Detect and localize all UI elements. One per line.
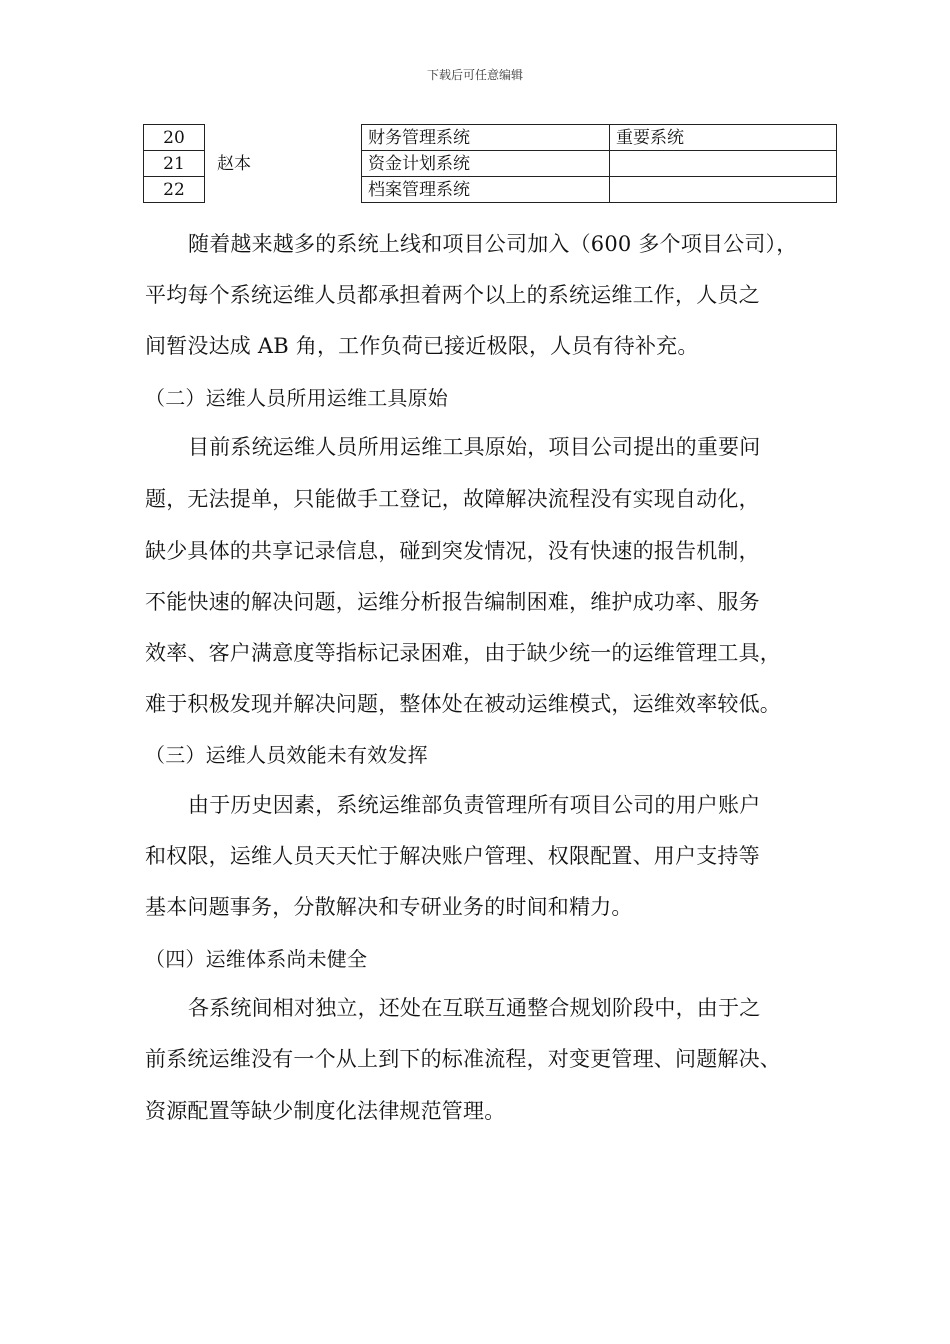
page-header: 下载后可任意编辑	[426, 68, 523, 82]
system-level	[610, 177, 837, 203]
paragraph-line: 前系统运维没有一个从上到下的标准流程，对变更管理、问题解决、	[145, 1047, 781, 1071]
paragraph-line: 间暂没达成 AB 角，工作负荷已接近极限，人员有待补充。	[145, 334, 699, 358]
paragraph-line: 随着越来越多的系统上线和项目公司加入（600 多个项目公司），	[188, 232, 798, 256]
system-level	[610, 151, 837, 177]
table-row	[144, 125, 837, 151]
section-heading: （四）运维体系尚未健全	[145, 947, 368, 971]
paragraph-line: 目前系统运维人员所用运维工具原始，项目公司提出的重要问	[188, 435, 761, 459]
paragraph-line: 难于积极发现并解决问题，整体处在被动运维模式，运维效率较低。	[145, 692, 781, 716]
paragraph-line: 基本问题事务，分散解决和专研业务的时间和精力。	[145, 895, 633, 919]
system-name: 档案管理系统	[362, 177, 610, 203]
system-name: 资金计划系统	[362, 151, 610, 177]
row-number: 21	[144, 151, 205, 177]
paragraph-line: 各系统间相对独立，还处在互联互通整合规划阶段中，由于之	[188, 996, 761, 1020]
paragraph-line: 平均每个系统运维人员都承担着两个以上的系统运维工作，人员之	[145, 283, 760, 307]
row-number: 20	[144, 125, 205, 151]
row-number: 22	[144, 177, 205, 203]
system-table	[143, 124, 837, 203]
section-heading: （三）运维人员效能未有效发挥	[145, 743, 428, 767]
paragraph-line: 效率、客户满意度等指标记录困难，由于缺少统一的运维管理工具，	[145, 641, 781, 665]
paragraph-line: 缺少具体的共享记录信息，碰到突发情况，没有快速的报告机制，	[145, 539, 760, 563]
paragraph-line: 资源配置等缺少制度化法律规范管理。	[145, 1099, 506, 1123]
section-heading: （二）运维人员所用运维工具原始	[145, 386, 448, 410]
paragraph-line: 和权限，运维人员天天忙于解决账户管理、权限配置、用户支持等	[145, 844, 760, 868]
system-level: 重要系统	[610, 125, 837, 151]
paragraph-line: 题，无法提单，只能做手工登记，故障解决流程没有实现自动化，	[145, 487, 760, 511]
paragraph-line: 不能快速的解决问题，运维分析报告编制困难，维护成功率、服务	[145, 590, 760, 614]
paragraph-line: 由于历史因素，系统运维部负责管理所有项目公司的用户账户	[188, 793, 761, 817]
person-name: 赵本	[217, 153, 251, 174]
system-name: 财务管理系统	[362, 125, 610, 151]
